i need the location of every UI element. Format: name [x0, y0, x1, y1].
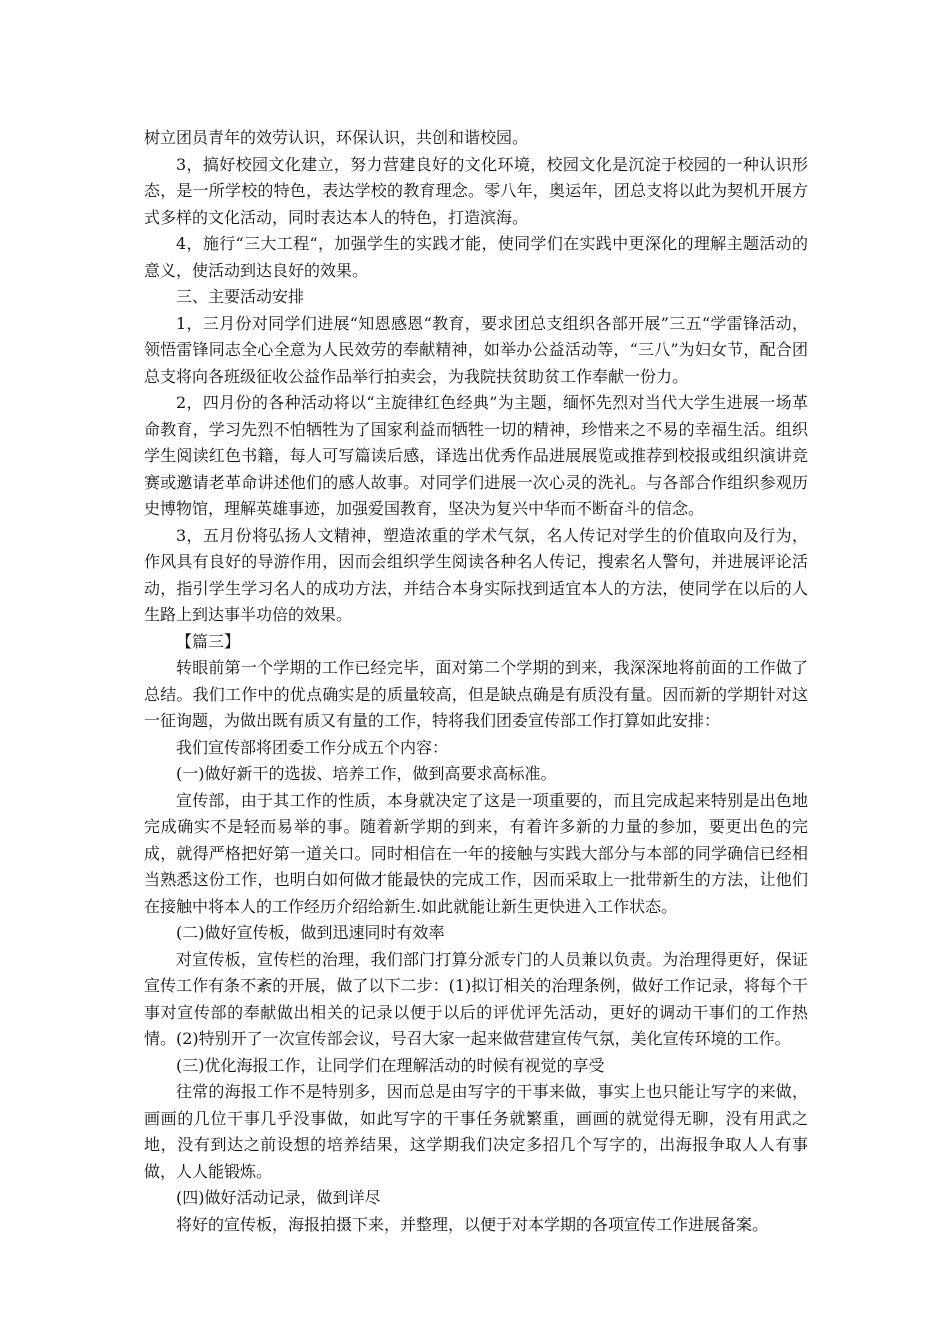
paragraph: 宣传部，由于其工作的性质，本身就决定了这是一项重要的，而且完成起来特别是出色地完成确实不是轻而易举的事。随着新学期的到来，有着许多新的力量的参加，要更出色的完成，就得严格把好第一道关口。同时相信在一年的接触与实践大部分与本部的同学确信已经相当熟悉这份工作，也明白如何做才能最快的完成工作，因而采取上一批带新生的方法，让他们在接触中将本人的工作经历介绍给新生.如此就能让新生更快进入工作状态。 [144, 790, 808, 916]
paragraph: 树立团员青年的效劳认识，环保认识，共创和谐校园。 [144, 128, 529, 147]
paragraph: 对宣传板，宣传栏的治理，我们部门打算分派专门的人员兼以负责。为治理得更好，保证宣传工作有条不紊的开展，做了以下二步：(1)拟订相关的治理条例，做好工作记录，将每个干事对宣传部的奉献做出相关的记录以便于以后的评优评先活动，更好的调动干事们的工作热情。(2)特别开了一次宣传部会议，号召大家一起来做营建宣传气氛，美化宣传环境的工作。 [144, 949, 808, 1048]
paragraph: 将好的宣传板，海报拍摄下来，并整理，以便于对本学期的各项宣传工作进展备案。 [176, 1214, 769, 1234]
document-body [144, 125, 808, 1238]
subsection-heading: (三)优化海报工作，让同学们在理解活动的时候有视觉的享受 [176, 1055, 605, 1075]
paragraph: 4，施行“三大工程“，加强学生的实践才能，使同学们在实践中更深化的理解主题活动的意义，使活动到达良好的效果。 [144, 234, 808, 280]
subsection-heading: (一)做好新干的选拔、培养工作，做到高要求高标准。 [176, 764, 557, 783]
paragraph: 往常的海报工作不是特别多，因而总是由写字的干事来做，事实上也只能让写字的来做，画画的几位干事几乎没事做，如此写字的干事任务就繁重，画画的就觉得无聊，没有用武之地，没有到达之前设想的培养结果，这学期我们决定多招几个写字的，出海报争取人人有事做，人人能锻炼。 [144, 1082, 808, 1181]
subsection-heading: (二)做好宣传板，做到迅速同时有效率 [176, 923, 445, 942]
section-heading: 三、主要活动安排 [176, 287, 305, 306]
paragraph: 1，三月份对同学们进展“知恩感恩“教育，要求团总支组织各部开展”三五“学雷锋活动，领悟雷锋同志全心全意为人民效劳的奉献精神，如举办公益活动等，“三八”为妇女节，配合团总支将向各班级征收公益作品举行拍卖会，为我院扶贫助贫工作奉献一份力。 [144, 313, 808, 386]
subsection-heading: (四)做好活动记录，做到详尽 [176, 1188, 381, 1207]
paragraph: 我们宣传部将团委工作分成五个内容： [176, 737, 449, 757]
section-heading: 【篇三】 [176, 631, 241, 651]
paragraph: 2，四月份的各种活动将以“主旋律红色经典”为主题，缅怀先烈对当代大学生进展一场革命教育，学习先烈不怕牺牲为了国家利益而牺牲一切的精神，珍惜来之不易的幸福生活。组织学生阅读红色书籍，每人可写篇读后感，译选出优秀作品进展展览或推荐到校报或组织演讲竞赛或邀请老革命讲述他们的感人故事。对同学们进展一次心灵的洗礼。与各部合作组织参观历史博物馆，理解英雄事迹，加强爱国教育，坚决为复兴中华而不断奋斗的信念。 [144, 393, 808, 518]
paragraph: 3，搞好校园文化建立，努力营建良好的文化环境，校园文化是沉淀于校园的一种认识形态，是一所学校的特色，表达学校的教育理念。零八年，奥运年，团总支将以此为契机开展方式多样的文化活动，同时表达本人的特色，打造滨海。 [144, 154, 808, 227]
paragraph: 转眼前第一个学期的工作已经完毕，面对第二个学期的到来，我深深地将前面的工作做了总结。我们工作中的优点确实是的质量较高，但是缺点确是有质没有量。因而新的学期针对这一征询题，为做出既有质又有量的工作，特将我们团委宣传部工作打算如此安排： [144, 658, 808, 730]
paragraph: 3，五月份将弘扬人文精神，塑造浓重的学术气氛，名人传记对学生的价值取向及行为，作风具有良好的导游作用，因而会组织学生阅读各种名人传记，搜索名人警句，并进展评论活动，指引学生学习名人的成功方法，并结合本身实际找到适宜本人的方法，使同学在以后的人生路上到达事半功倍的效果。 [144, 525, 808, 624]
